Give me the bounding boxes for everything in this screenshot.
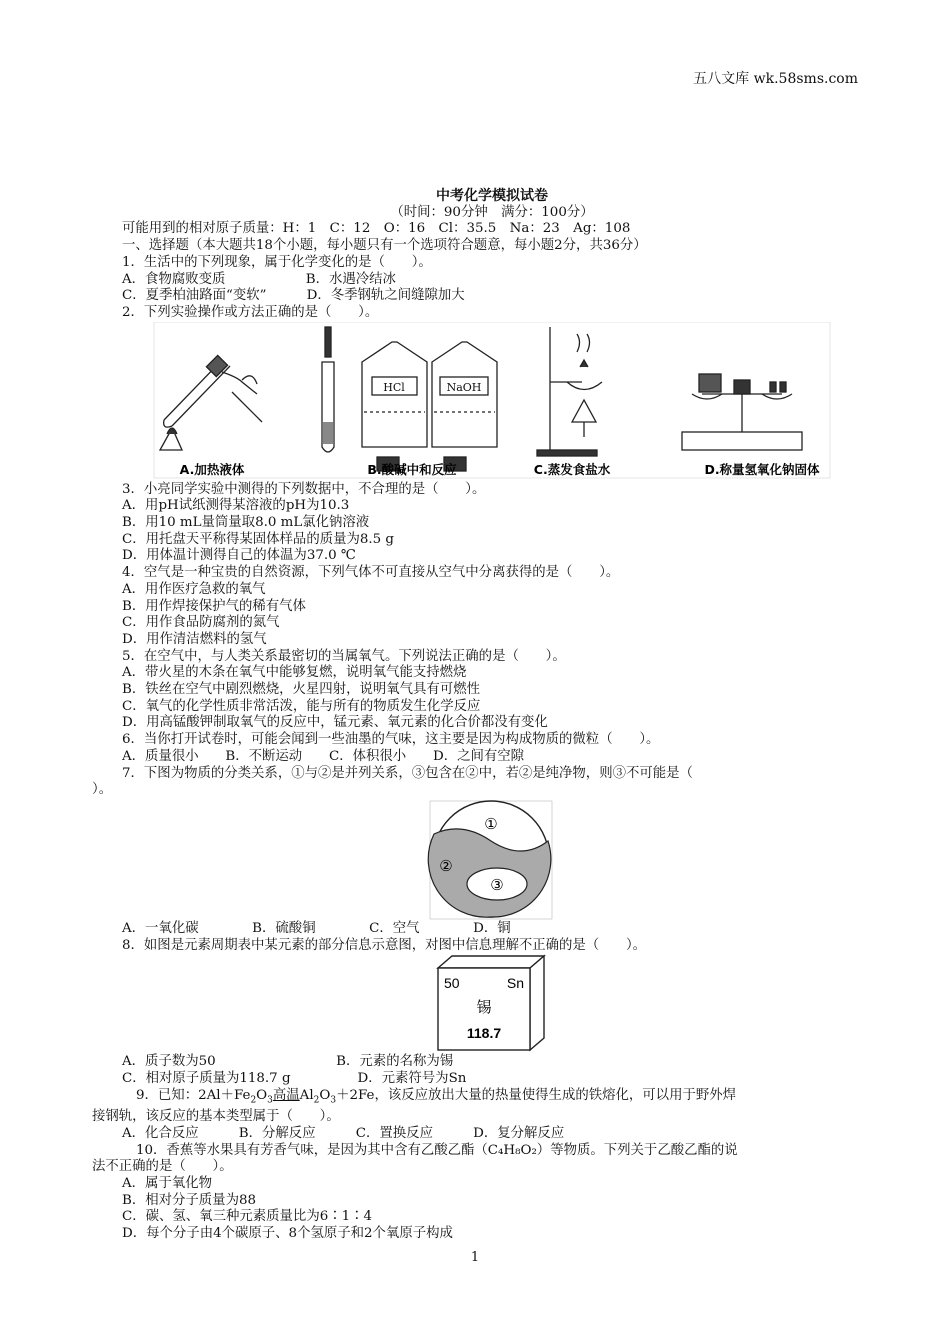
question-3-option: D．用体温计测得自己的体温为37.0 ℃	[122, 548, 356, 564]
question-7-stem: 7．下图为物质的分类关系，①与②是并列关系，③包含在②中，若②是纯净物，则③不可能是（	[122, 765, 693, 781]
page-number: 1	[470, 1250, 480, 1265]
question-10-line2: 法不正确的是（ ）。	[92, 1159, 233, 1175]
question-4-option: A．用作医疗急救的氧气	[122, 581, 266, 597]
exam-page	[92, 188, 862, 1243]
question-6-stem: 6．当你打开试卷时，可能会闻到一些油墨的气味，这主要是因为构成物质的微粒（ ）。	[122, 732, 660, 748]
question-8-options-row2: C．相对原子质量为118.7 g D．元素符号为Sn	[122, 1071, 467, 1087]
question-8-figure	[122, 954, 862, 1054]
question-3-stem: 3．小亮同学实验中测得的下列数据中，不合理的是（ ）。	[122, 481, 486, 497]
question-6-options: A．质量很小 B．不断运动 C．体积很小 D．之间有空隙	[122, 748, 525, 764]
question-8-stem: 8．如图是元素周期表中某元素的部分信息示意图，对图中信息理解不正确的是（ ）。	[122, 937, 647, 953]
circle-label-2: ②	[439, 856, 453, 875]
caption-d: D.称量氢氧化钠固体	[704, 461, 820, 477]
exam-subtitle: （时间：90分钟 满分：100分）	[390, 204, 594, 220]
caption-a: A.加热液体	[179, 461, 245, 477]
question-7-figure	[122, 799, 862, 921]
question-5-option: D．用高锰酸钾制取氧气的反应中，锰元素、氧元素的化合价都没有变化	[122, 715, 548, 731]
hcl-bottle-label: HCl	[383, 380, 405, 394]
question-3-option: A．用pH试纸测得某溶液的pH为10.3	[122, 498, 350, 514]
circle-label-3: ③	[490, 875, 504, 894]
question-5-option: A．带火星的木条在氧气中能够复燃，说明氧气能支持燃烧	[122, 665, 467, 681]
acid-base-bottles-drawing	[322, 327, 497, 471]
question-2-stem: 2．下列实验操作或方法正确的是（ ）。	[122, 304, 379, 320]
question-10-option: A．属于氧化物	[122, 1175, 213, 1191]
evaporation-drawing	[537, 327, 602, 456]
balance-drawing	[682, 374, 802, 450]
element-cell-diagram	[122, 954, 862, 1054]
question-10-option: B．相对分子质量为88	[122, 1192, 257, 1208]
question-1-options-row2: C．夏季柏油路面“变软” D．冬季钢轨之间缝隙加大	[122, 288, 465, 304]
naoh-bottle-label: NaOH	[446, 380, 482, 394]
atomic-number: 50	[444, 975, 460, 992]
caption-c: C.蒸发食盐水	[533, 461, 611, 477]
element-name: 锡	[476, 998, 492, 1017]
exam-title: 中考化学模拟试卷	[436, 188, 548, 204]
question-1-stem: 1．生活中的下列现象，属于化学变化的是（ ）。	[122, 254, 432, 270]
question-9-line1: 9．已知：$2Al+Fe_2O_3$高温$Al_2O_3+2Fe$，该反应放出大量的热量使得生成的铁熔化，可以用于野外焊	[136, 1087, 737, 1106]
heating-liquid-drawing	[160, 355, 262, 450]
classification-diagram	[122, 799, 862, 921]
question-9-line2: 接钢轨，该反应的基本类型属于（ ）。	[92, 1109, 340, 1125]
atomic-masses: 可能用到的相对原子质量：H：1 C：12 O：16 Cl：35.5 Na：23 Ag：108	[122, 221, 631, 237]
question-10-line1: 10．香蕉等水果具有芳香气味，是因为其中含有乙酸乙酯（C₄H₈O₂）等物质。下列关于乙酸乙酯的说	[136, 1142, 738, 1158]
question-4-option: D．用作清洁燃料的氢气	[122, 631, 267, 647]
lab-apparatus-illustration	[122, 322, 862, 482]
section-heading: 一、选择题（本大题共18个小题，每小题只有一个选项符合题意，每小题2分，共36分）	[122, 238, 647, 254]
question-7-stem-end: ）。	[92, 782, 113, 798]
question-5-option: B．铁丝在空气中剧烈燃烧，火星四射，说明氧气具有可燃性	[122, 682, 480, 698]
question-1-options-row1: A．食物腐败变质 B．水遇冷结冰	[122, 271, 396, 287]
caption-b: B.酸碱中和反应	[367, 461, 457, 477]
question-10-option: D．每个分子由4个碳原子、8个氢原子和2个氧原子构成	[122, 1226, 453, 1242]
question-3-option: B．用10 mL量筒量取8.0 mL氯化钠溶液	[122, 515, 370, 531]
circle-label-1: ①	[484, 814, 498, 833]
question-7-options: A．一氧化碳 B．硫酸铜 C．空气 D．铜	[122, 920, 511, 936]
reaction-condition: 高温	[272, 1087, 300, 1103]
question-3-option: C．用托盘天平称得某固体样品的质量为8.5 g	[122, 531, 395, 547]
question-10-option: C．碳、氢、氧三种元素质量比为6∶1∶4	[122, 1209, 373, 1225]
question-9-options: A．化合反应 B．分解反应 C．置换反应 D．复分解反应	[122, 1125, 565, 1141]
question-4-option: C．用作食品防腐剂的氮气	[122, 615, 280, 631]
question-5-stem: 5．在空气中，与人类关系最密切的当属氧气。下列说法正确的是（ ）。	[122, 648, 566, 664]
question-4-option: B．用作焊接保护气的稀有气体	[122, 598, 306, 614]
atomic-mass: 118.7	[466, 1025, 502, 1042]
page-header: 五八文库 wk.58sms.com	[693, 71, 858, 87]
element-symbol: Sn	[506, 975, 524, 992]
question-8-options-row1: A．质子数为50 B．元素的名称为锡	[122, 1054, 454, 1070]
question-5-option: C．氧气的化学性质非常活泼，能与所有的物质发生化学反应	[122, 698, 481, 714]
question-2-figure	[122, 322, 862, 482]
question-4-stem: 4．空气是一种宝贵的自然资源，下列气体不可直接从空气中分离获得的是（ ）。	[122, 565, 620, 581]
